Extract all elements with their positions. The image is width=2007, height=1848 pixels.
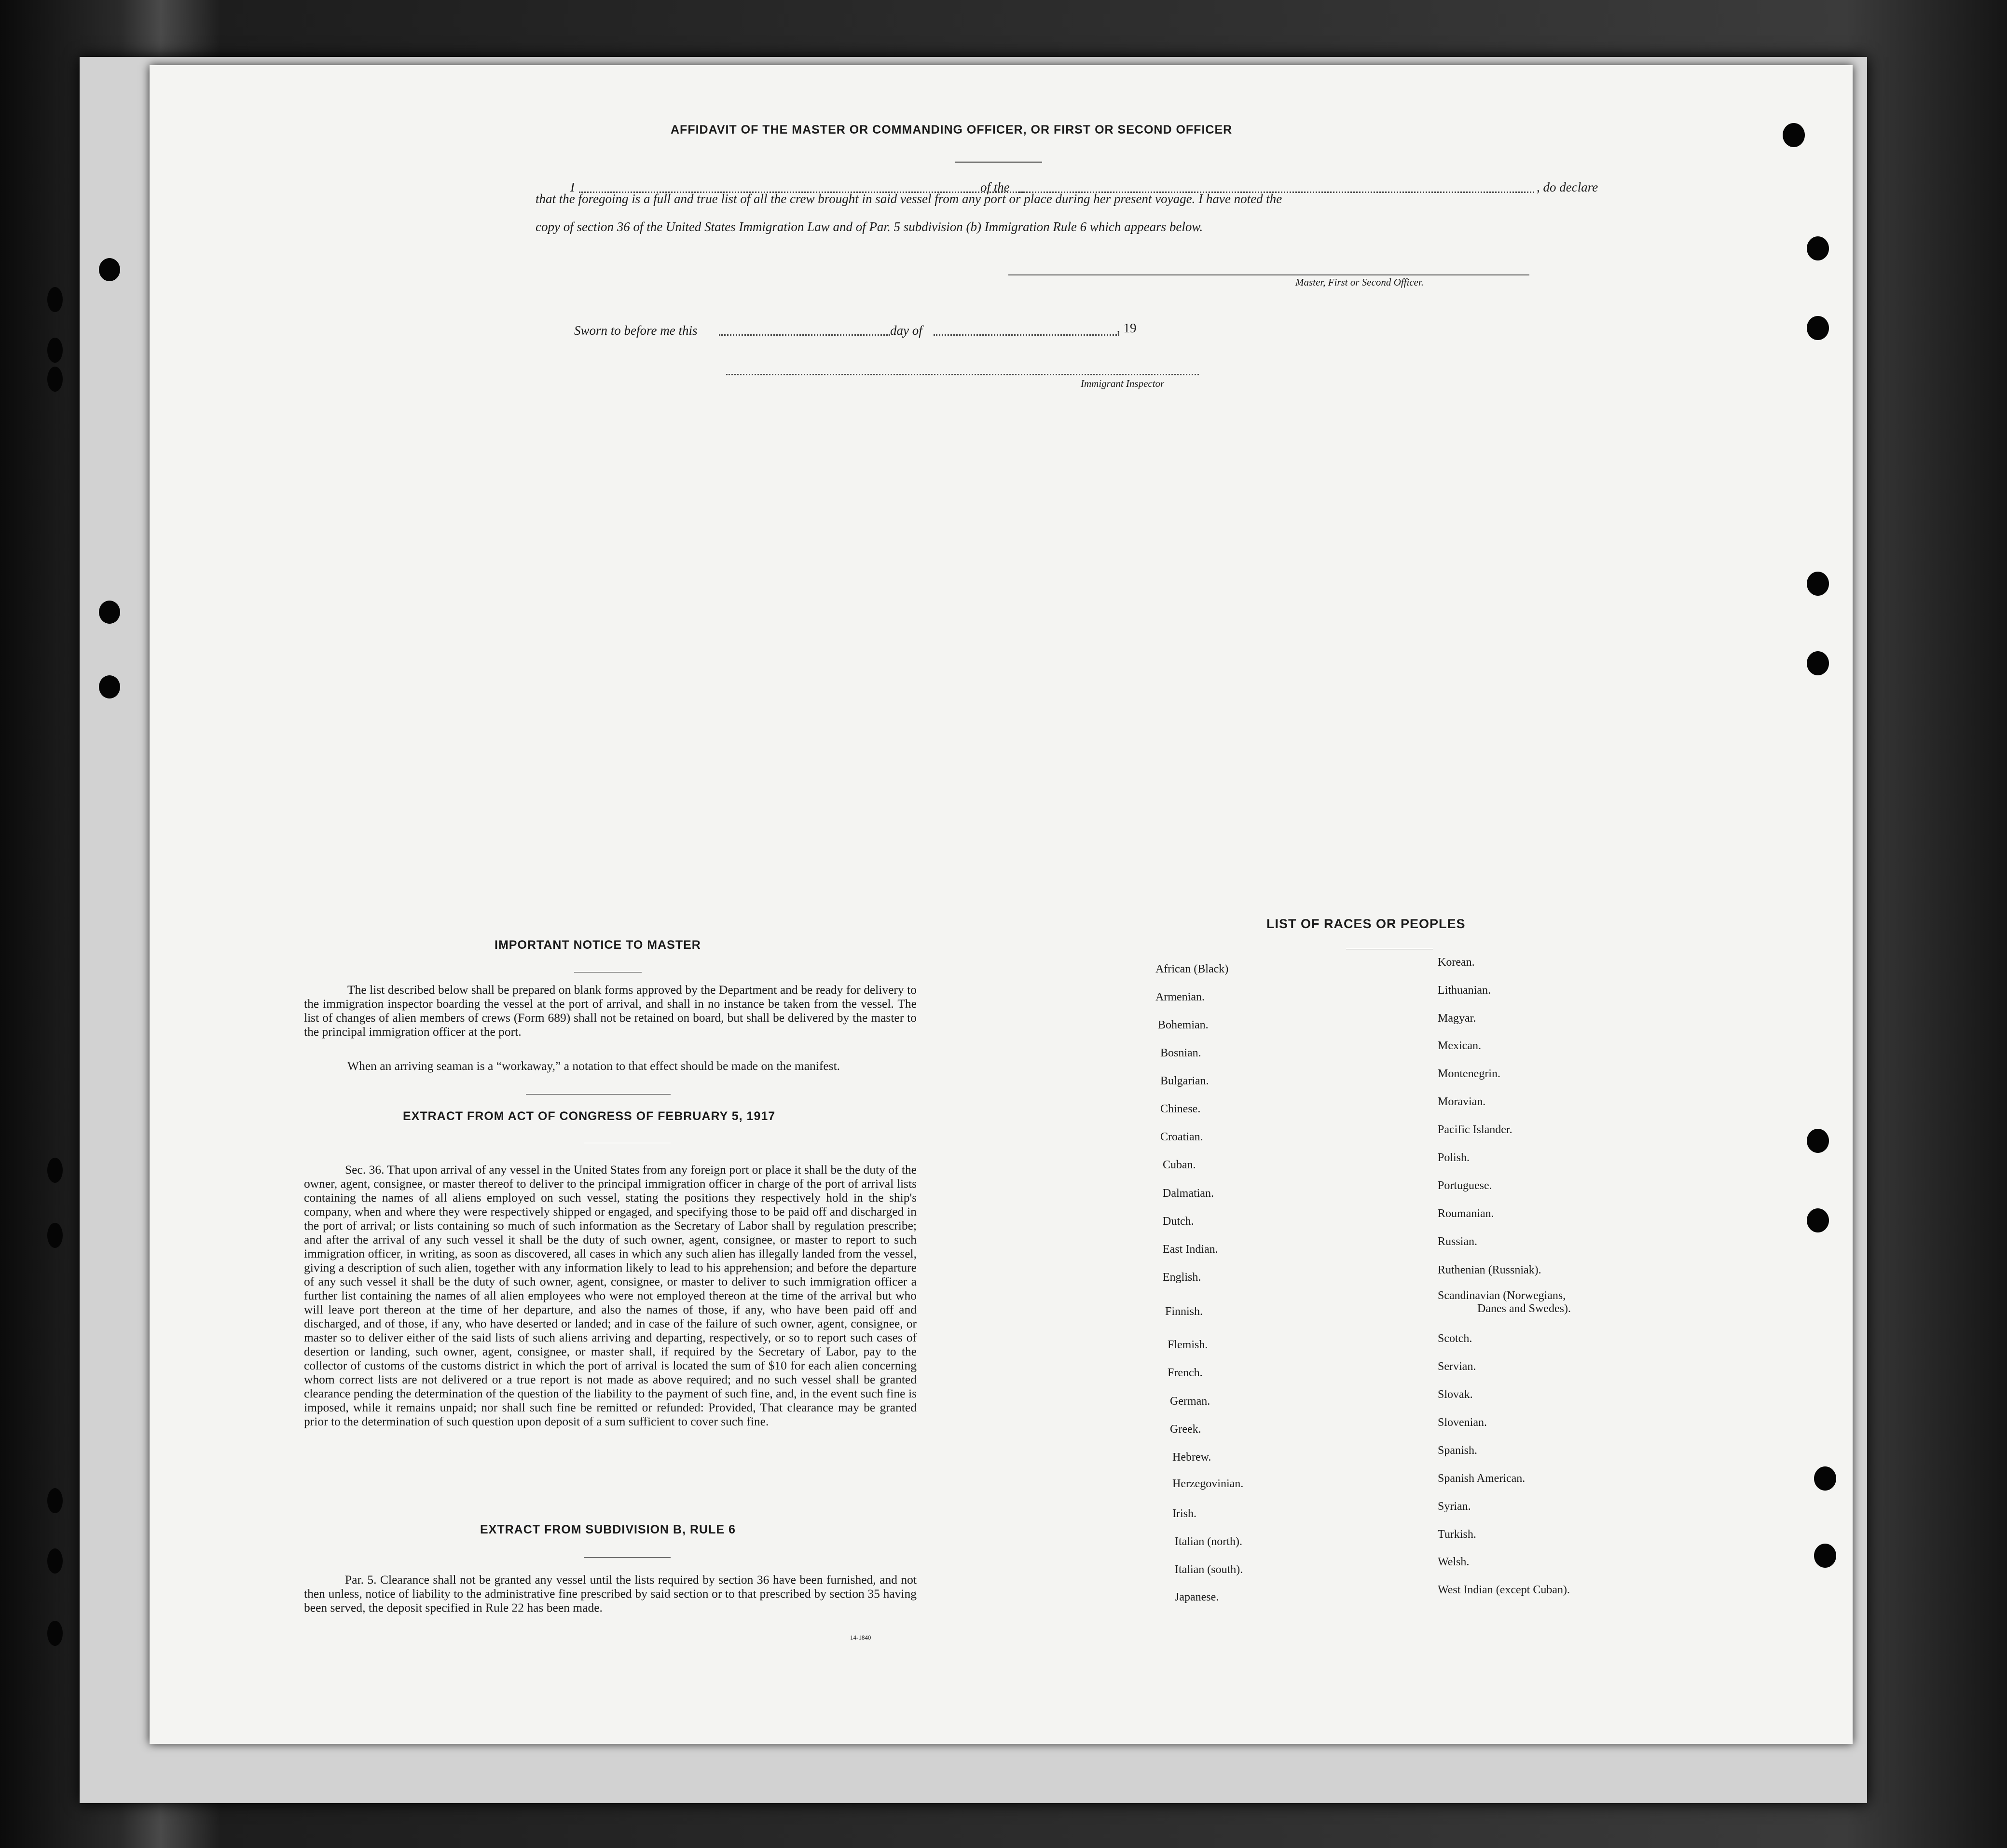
act-body: Sec. 36. That upon arrival of any vessel in the United States from any foreign port or place it shall be the duty of the owner, agent, consignee, or master thereof to deliver to the principal immigration officer in charge of the port of arrival lists containing the names of all aliens employed on such vessel, stating the positions they respectively hold in the ship's company, when and where they were respectively shipped or engaged, and specifying those to be paid off and discharged in the port of arrival; or lists containing so much of such information as the Secretary of Labor shall by regulation prescribe; and after the arrival of any such vessel it shall be the duty of such owner, agent, consignee, or master to report to such immigration officer, in writing, as soon as discovered, all cases in which any such alien has illegally landed from the vessel, giving a description of such alien, together with any information likely to lead to his apprehension; and before the departure of any such vessel it shall be the duty of such owner, agent, consignee, or master to deliver to such immigration officer a further list containing the names of all alien employees who were not employed thereon at the time of the arrival but who will leave port thereon at the time of her departure, and also the names of those, if any, who have been paid off and discharged, and of those, if any, who have deserted or landed; and in case of the failure of such owner, agent, consignee, or master so to deliver either of the said lists of such aliens arriving and departing, respectively, or so to report such cases of desertion or landing, such owner, agent, consignee, or master shall, if required by the Secretary of Labor, pay to the collector of customs of the customs district in which the port of arrival is located the sum of $10 for each alien concerning whom correct lists are not delivered or a true report is not made as above required; and no such vessel shall be granted clearance pending the determination of the question of the liability to the payment of such fine, and, in the event such fine is imposed, while it remains unpaid; nor shall such fine be remitted or refunded: Provided, That clearance may be granted prior to the determination of such question upon deposit of a sum sufficient to cover such fine. [304, 1163, 917, 1428]
punch-hole [47, 338, 63, 363]
punch-hole [1807, 572, 1829, 596]
punch-hole [99, 258, 120, 281]
punch-hole [47, 287, 63, 312]
sworn-label: Sworn to before me this [574, 323, 698, 338]
affidavit-line3: copy of section 36 of the United States Immigration Law and of Par. 5 subdivision (b) Immigration Rule 6 which appears below. [536, 219, 1203, 234]
race-item: Mexican. [1438, 1040, 1481, 1052]
race-item: Syrian. [1438, 1500, 1471, 1513]
inspector-label: Immigrant Inspector [1081, 378, 1165, 389]
affidavit-line2: that the foregoing is a full and true list of all the crew brought in said vessel from any port or place during her present voyage. I have noted the [536, 192, 1282, 206]
affidavit-title: AFFIDAVIT OF THE MASTER OR COMMANDING OFFICER, OR FIRST OR SECOND OFFICER [671, 123, 1233, 137]
race-item: Flemish. [1168, 1339, 1208, 1351]
signature-line[interactable] [1008, 274, 1529, 275]
race-item: Italian (north). [1175, 1535, 1242, 1548]
sworn-month-field[interactable] [934, 334, 1119, 336]
race-item: Croatian. [1160, 1131, 1203, 1143]
race-item: Korean. [1438, 956, 1475, 969]
section-divider [526, 1094, 671, 1095]
race-item: Danes and Swedes). [1477, 1302, 1571, 1315]
punch-hole [47, 1223, 63, 1248]
race-item: Spanish. [1438, 1444, 1478, 1457]
manifest-page [150, 65, 1853, 1744]
sworn-day-field[interactable] [719, 334, 890, 336]
affidavit-do-declare: , do declare [1537, 180, 1598, 194]
punch-hole [1807, 1208, 1829, 1232]
race-item: Scandinavian (Norwegians, [1438, 1289, 1566, 1302]
race-item: Hebrew. [1172, 1451, 1211, 1464]
race-item: Herzegovinian. [1172, 1478, 1244, 1490]
race-item: Magyar. [1438, 1012, 1476, 1025]
race-item: Bohemian. [1158, 1019, 1209, 1031]
race-item: Japanese. [1175, 1591, 1219, 1603]
race-item: Dutch. [1163, 1215, 1194, 1228]
race-item: Italian (south). [1175, 1563, 1243, 1576]
affidavit-of-the: of the [980, 180, 1010, 194]
race-item: Servian. [1438, 1360, 1476, 1373]
race-item: Moravian. [1438, 1095, 1486, 1108]
race-item: Dalmatian. [1163, 1187, 1214, 1200]
affidavit-i: I [570, 180, 575, 194]
rule-rule [584, 1557, 671, 1558]
races-title: LIST OF RACES OR PEOPLES [1266, 917, 1466, 931]
punch-hole [99, 601, 120, 624]
rule-body: Par. 5. Clearance shall not be granted any vessel until the lists required by section 36 have been furnished, and not then unless, notice of liability to the administrative fine prescribed by said section or to that prescribed by section 35 having been served, the deposit specified in Rule 22 has been made. [304, 1573, 917, 1615]
race-item: Turkish. [1438, 1528, 1476, 1541]
title-rule [955, 162, 1042, 163]
race-item: Slovak. [1438, 1388, 1473, 1401]
notice-paragraph-2: When an arriving seaman is a “workaway,” a notation to that effect should be made on the manifest. [347, 1059, 840, 1073]
punch-hole [1807, 236, 1829, 260]
punch-hole [47, 367, 63, 392]
race-item: Welsh. [1438, 1556, 1470, 1568]
race-item: Lithuanian. [1438, 984, 1491, 997]
punch-hole [47, 1548, 63, 1574]
race-item: German. [1170, 1395, 1210, 1408]
punch-hole [1807, 651, 1829, 675]
race-item: Armenian. [1155, 991, 1205, 1003]
race-item: African (Black) [1155, 963, 1229, 975]
race-item: English. [1163, 1271, 1201, 1284]
year-prefix: , 19 [1117, 321, 1137, 335]
race-item: Spanish American. [1438, 1472, 1526, 1485]
rule-title: EXTRACT FROM SUBDIVISION B, RULE 6 [480, 1523, 736, 1536]
race-item: Irish. [1172, 1507, 1196, 1520]
notice-title: IMPORTANT NOTICE TO MASTER [495, 938, 701, 952]
form-number: 14-1840 [850, 1634, 871, 1641]
race-item: Greek. [1170, 1423, 1201, 1436]
race-item: Chinese. [1160, 1103, 1201, 1115]
punch-hole [1807, 316, 1829, 340]
race-item: Scotch. [1438, 1332, 1472, 1345]
race-item: Russian. [1438, 1235, 1478, 1248]
race-item: Finnish. [1165, 1305, 1203, 1318]
race-item: Polish. [1438, 1151, 1470, 1164]
race-item: East Indian. [1163, 1243, 1218, 1256]
punch-hole [1807, 1129, 1829, 1153]
punch-hole [47, 1158, 63, 1183]
race-item: Montenegrin. [1438, 1068, 1500, 1080]
race-item: Ruthenian (Russniak). [1438, 1264, 1541, 1276]
race-item: Roumanian. [1438, 1207, 1494, 1220]
race-item: Slovenian. [1438, 1416, 1487, 1429]
race-item: Cuban. [1163, 1159, 1196, 1171]
race-item: Pacific Islander. [1438, 1123, 1512, 1136]
punch-hole [99, 675, 120, 698]
race-item: Bosnian. [1160, 1047, 1201, 1059]
day-of-label: day of [890, 323, 922, 338]
punch-hole [1783, 123, 1805, 147]
act-title: EXTRACT FROM ACT OF CONGRESS OF FEBRUARY 5, 1917 [403, 1109, 776, 1123]
punch-hole [47, 1621, 63, 1646]
signature-label: Master, First or Second Officer. [1295, 276, 1424, 288]
punch-hole [1814, 1544, 1836, 1568]
race-item: French. [1168, 1367, 1203, 1379]
race-item: Bulgarian. [1160, 1075, 1209, 1087]
punch-hole [47, 1488, 63, 1513]
punch-hole [1814, 1466, 1836, 1491]
race-item: West Indian (except Cuban). [1438, 1584, 1570, 1596]
race-item: Portuguese. [1438, 1179, 1492, 1192]
notice-paragraph-1: The list described below shall be prepared on blank forms approved by the Department and be ready for delivery to the immigration inspector boarding the vessel at the port of arrival, and shall in no instance be taken from the vessel. The list of changes of alien members of crews (Form 689) shall not be retained on board, but shall be delivered by the master to the principal immigration officer at the port. [304, 983, 917, 1039]
inspector-signature-line[interactable] [726, 374, 1199, 375]
